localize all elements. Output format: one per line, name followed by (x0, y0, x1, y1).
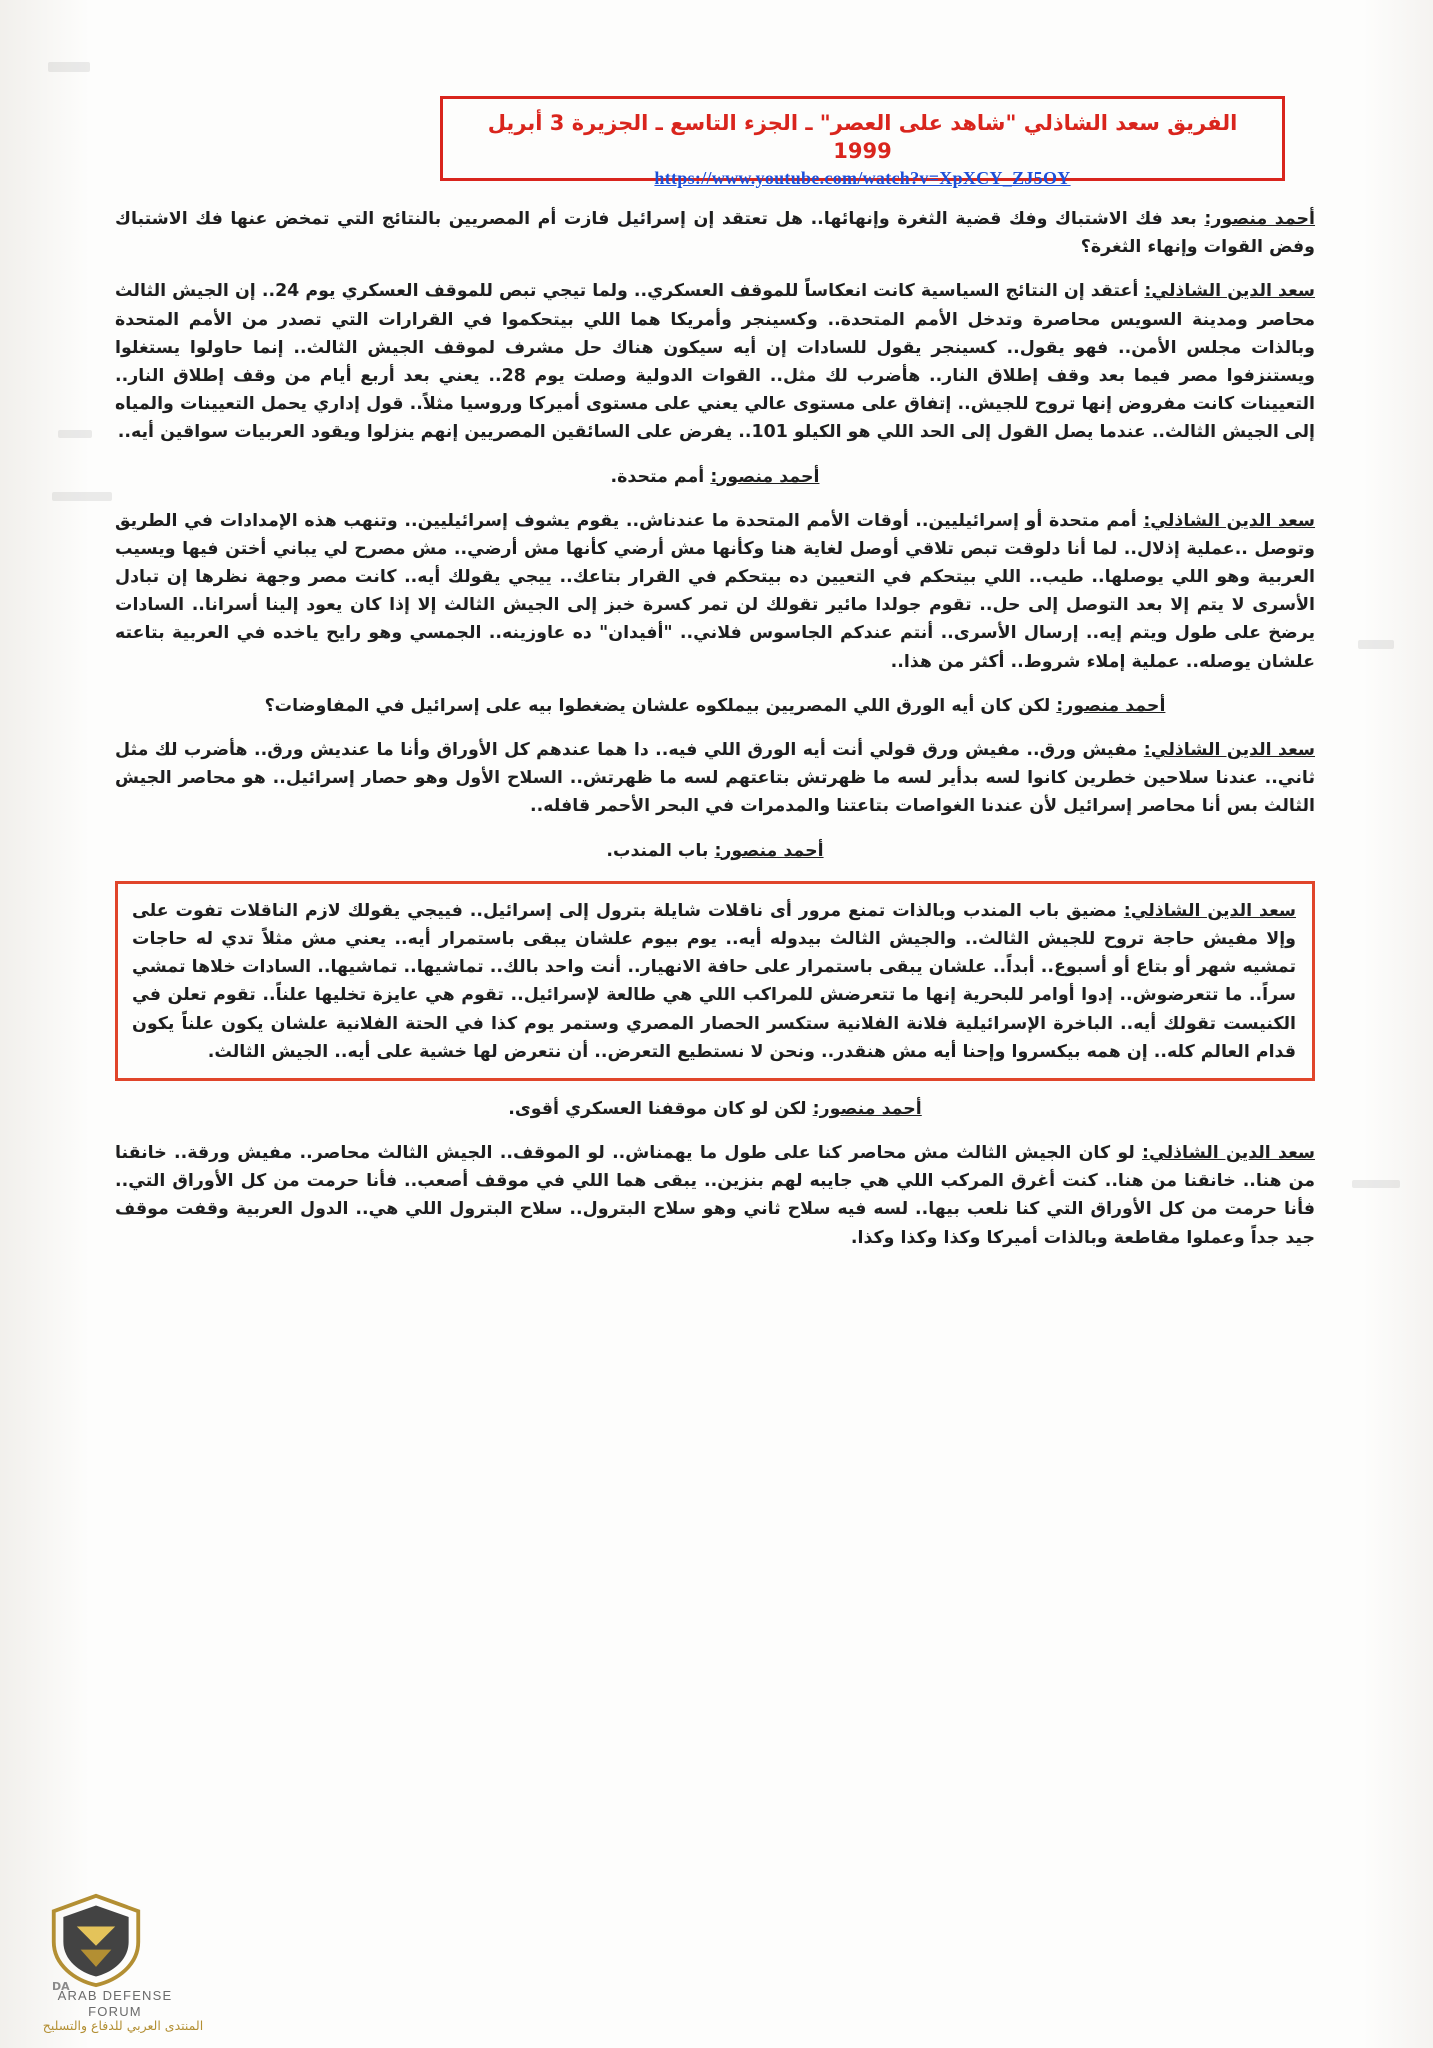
speaker-label: سعد الدين الشاذلي: (1123, 900, 1296, 921)
transcript-paragraph (115, 837, 1315, 865)
transcript-body (115, 205, 1315, 1268)
paragraph-text: مضيق باب المندب وبالذات تمنع مرور أى ناقلات شايلة بترول إلى إسرائيل.. فييجي يقولك لازم الناقلات تفوت على وإلا مفيش حاجة تروح للجيش الثالث.. والجيش الثالث بيدوله أيه.. يوم بيوم علشان يبقى باستمرار أيه.. يعني مش مثلاً تدي له حاجات تمشيه شهر أو بتاع أو أسبوع.. أبداً.. علشان يبقى باستمرار على حافة الانهيار.. أنت واحد بالك.. تماشيها.. تماشيها.. السادات خلاها تمشي سراً.. ما تتعرضوش.. إدوا أوامر للبحرية إنها ما تتعرضش للمراكب اللي هي طالعة لإسرائيل.. تقوم هي عايزة تخليها علناً.. تقوم تعلن في الكنيست تقولك أيه.. الباخرة الإسرائيلية فلانة الفلانية ستكسر الحصار المصري وستمر يوم كذا في الحتة الفلانية علشان يكون علناً يكون قدام العالم كله.. إن همه بيكسروا وإحنا أيه مش هنقدر.. ونحن لا نستطيع التعرض.. أن نتعرض لها خشية على أيه.. الجيش الثالث. (132, 900, 1296, 1062)
paragraph-text: مفيش ورق.. مفيش ورق قولي أنت أيه الورق اللي فيه.. دا هما عندهم كل الأوراق وأنا ما عنديش ورق.. هأضرب لك مثل ثاني.. عندنا سلاحين خطرين كانوا لسه بدأير لسه ما ظهرتش بتاعتهم لسه ما ظهرتش.. السلاح الأول وهو حصار إسرائيل.. هو محاصر الجيش الثالث بس أنا محاصر إسرائيل لأن عندنا الغواصات بتاعتنا والمدمرات في البحر الأحمر قافله.. (115, 740, 1315, 817)
transcript-paragraph (115, 205, 1315, 261)
transcript-paragraph (132, 897, 1296, 1066)
forum-watermark (22, 1884, 322, 2034)
logo-english-name: ARAB DEFENSE FORUM (57, 1988, 173, 2020)
speaker-label: أحمد منصور: (1204, 209, 1316, 229)
speaker-label: أحمد منصور: (714, 840, 824, 861)
logo-abbreviation: DA (52, 1980, 70, 1993)
paragraph-text: لو كان الجيش الثالث مش محاصر كنا على طول ما يهمناش.. لو الموقف.. الجيش الثالث محاصر.. مفيش ورقة.. خانقنا من هنا.. خانقنا من هنا.. كنت أغرق المركب اللي هي جايبه لهم بنزين.. يبقى هما اللي في موقف أصعب.. فأنا حرمت من كل الأوراق التي.. فأنا حرمت من كل الأوراق التي كنا نلعب بيها.. لسه فيه سلاح ثاني وهو سلاح البترول.. سلاح البترول اللي هي.. الدول العربية وقفت موقف جيد جداً وعملوا مقاطعة وبالذات أميركا وكذا وكذا وكذا. (115, 1143, 1315, 1248)
speaker-label: أحمد منصور: (812, 1098, 922, 1119)
highlighted-quote-box (115, 881, 1315, 1081)
paragraph-text: أعتقد إن النتائج السياسية كانت انعكاساً للموقف العسكري.. ولما تيجي تبص للموقف العسكري يوم 24.. إن الجيش الثالث محاصر ومدينة السويس محاصرة وتدخل الأمم المتحدة.. وكسينجر وأمريكا هما اللي بيتحكموا في القرارات التي تصدر من الأمم المتحدة وبالذات مجلس الأمن.. فهو يقول.. كسينجر يقول للسادات إن أيه سيكون هناك حل مشرف لموقف الجيش الثالث.. إنما حاولوا يستغلوا ويستنزفوا مصر فيما بعد وقف إطلاق النار.. هأضرب لك مثل.. القوات الدولية وصلت يوم 28.. يعني بعد أربع أيام من وقف إطلاق النار.. التعيينات كانت مفروض إنها تروح للجيش.. إتفاق على مستوى عالي يعني على مستوى أميركا وروسيا مثلاً.. قول إداري يحمل التعيينات والمياه إلى الجيش الثالث.. عندما يصل القول إلى الحد اللي هو الكيلو 101.. يفرض على السائقين المصريين إنهم ينزلوا ويقود العربيات سواقين أيه.. (115, 281, 1315, 443)
transcript-paragraph (115, 1139, 1315, 1252)
logo-arabic-name: المنتدى العربي للدفاع والتسليح (42, 2018, 204, 2033)
paragraph-text: لكن كان أيه الورق اللي المصريين بيملكوه علشان يضغطوا بيه على إسرائيل في المفاوضات؟ (264, 695, 1057, 716)
speaker-label: أحمد منصور: (710, 466, 820, 487)
paragraph-text: أمم متحدة. (610, 466, 711, 487)
paragraph-text: باب المندب. (606, 840, 715, 861)
speaker-label: سعد الدين الشاذلي: (1143, 510, 1316, 531)
shield-logo-icon (48, 1892, 144, 1988)
transcript-paragraph (115, 463, 1315, 491)
transcript-paragraph (115, 507, 1315, 676)
youtube-link[interactable]: https://www.youtube.com/watch?v=XpXCY_ZJ5OY (654, 168, 1071, 188)
speaker-label: سعد الدين الشاذلي: (1143, 740, 1315, 760)
paragraph-text: أمم متحدة أو إسرائيليين.. أوقات الأمم المتحدة ما عندناش.. يقوم يشوف إسرائيليين.. وتنهب هذه الإمدادات في الطريق وتوصل ..عملية إذلال.. لما أنا دلوقت تبص تلاقي أوصل لغاية هنا وكأنها مش أرضي كأنها مش أرضي.. مش مصرح لي يباني أختن فيها ويسيب العربية وهو اللي يوصلها.. طيب.. اللي بيتحكم في التعيين ده بيتحكم في القرار بتاعك.. ييجي يقولك أيه.. كانت مصر وجهة نظرها إن تبادل الأسرى لا يتم إلا بعد التوصل إلى حل.. تقوم جولدا مائير تقولك لن تمر كسرة خبز إلى الجيش الثالث إلا إذا كان يعود إلينا أسرانا.. السادات يرضخ على طول ويتم إيه.. إرسال الأسرى.. أنتم عندكم الجاسوس فلاني.. "أفيدان" ده عاوزينه.. الجمسي وهو رايح ياخده في العربية بتاعته علشان يوصله.. عملية إملاء شروط.. أكثر من هذا.. (115, 510, 1315, 672)
transcript-paragraph (115, 277, 1315, 446)
paragraph-text: لكن لو كان موقفنا العسكري أقوى. (508, 1098, 813, 1119)
source-link-row (440, 168, 1285, 189)
paragraph-text: بعد فك الاشتباك وفك قضية الثغرة وإنهائها.. هل تعتقد إن إسرائيل فازت أم المصريين بالنتائج التي تمخض عنها فك الاشتباك وفض القوات وإنهاء الثغرة؟ (115, 209, 1315, 258)
speaker-label: أحمد منصور: (1056, 695, 1166, 716)
page-title: الفريق سعد الشاذلي "شاهد على العصر" ـ الجزء التاسع ـ الجزيرة 3 أبريل 1999 (487, 111, 1238, 164)
speaker-label: سعد الدين الشاذلي: (1142, 1143, 1315, 1164)
transcript-paragraph (115, 736, 1315, 821)
transcript-paragraph (115, 692, 1315, 720)
transcript-paragraph (115, 1095, 1315, 1123)
speaker-label: سعد الدين الشاذلي: (1144, 281, 1315, 302)
